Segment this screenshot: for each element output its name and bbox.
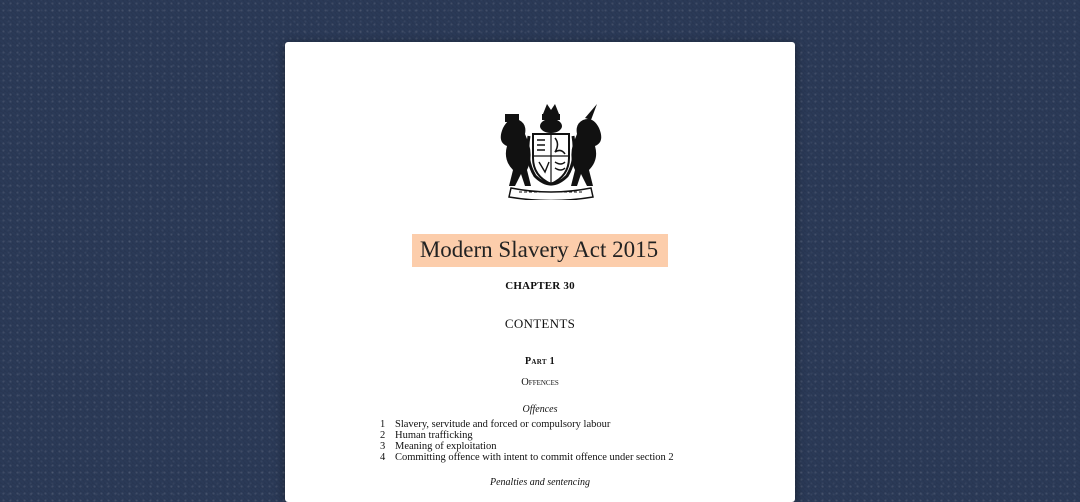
section-entry[interactable] xyxy=(380,441,674,452)
section-list xyxy=(380,419,674,463)
contents-heading: CONTENTS xyxy=(504,316,576,331)
section-number: 1 xyxy=(380,419,386,430)
section-entry[interactable] xyxy=(380,430,674,441)
section-group-heading: Offences xyxy=(522,404,558,415)
section-group-heading: Penalties and sentencing xyxy=(490,477,590,488)
part-label: Part 1 xyxy=(525,356,555,367)
section-number: 2 xyxy=(380,430,386,441)
section-entry[interactable] xyxy=(380,419,674,430)
document-page xyxy=(285,42,795,502)
section-title[interactable]: Committing offence with intent to commit offence under section 2 xyxy=(395,452,674,463)
section-number: 3 xyxy=(380,441,386,452)
section-number: 4 xyxy=(380,452,386,463)
section-entry[interactable] xyxy=(380,452,674,463)
part-title: Offences xyxy=(521,377,559,388)
section-title[interactable]: Human trafficking xyxy=(395,430,473,441)
document-title: Modern Slavery Act 2015 xyxy=(412,234,668,267)
chapter-number: CHAPTER 30 xyxy=(505,280,575,292)
section-title[interactable]: Meaning of exploitation xyxy=(395,441,497,452)
royal-coat-of-arms-icon xyxy=(495,100,607,200)
section-title[interactable]: Slavery, servitude and forced or compulsory labour xyxy=(395,419,611,430)
